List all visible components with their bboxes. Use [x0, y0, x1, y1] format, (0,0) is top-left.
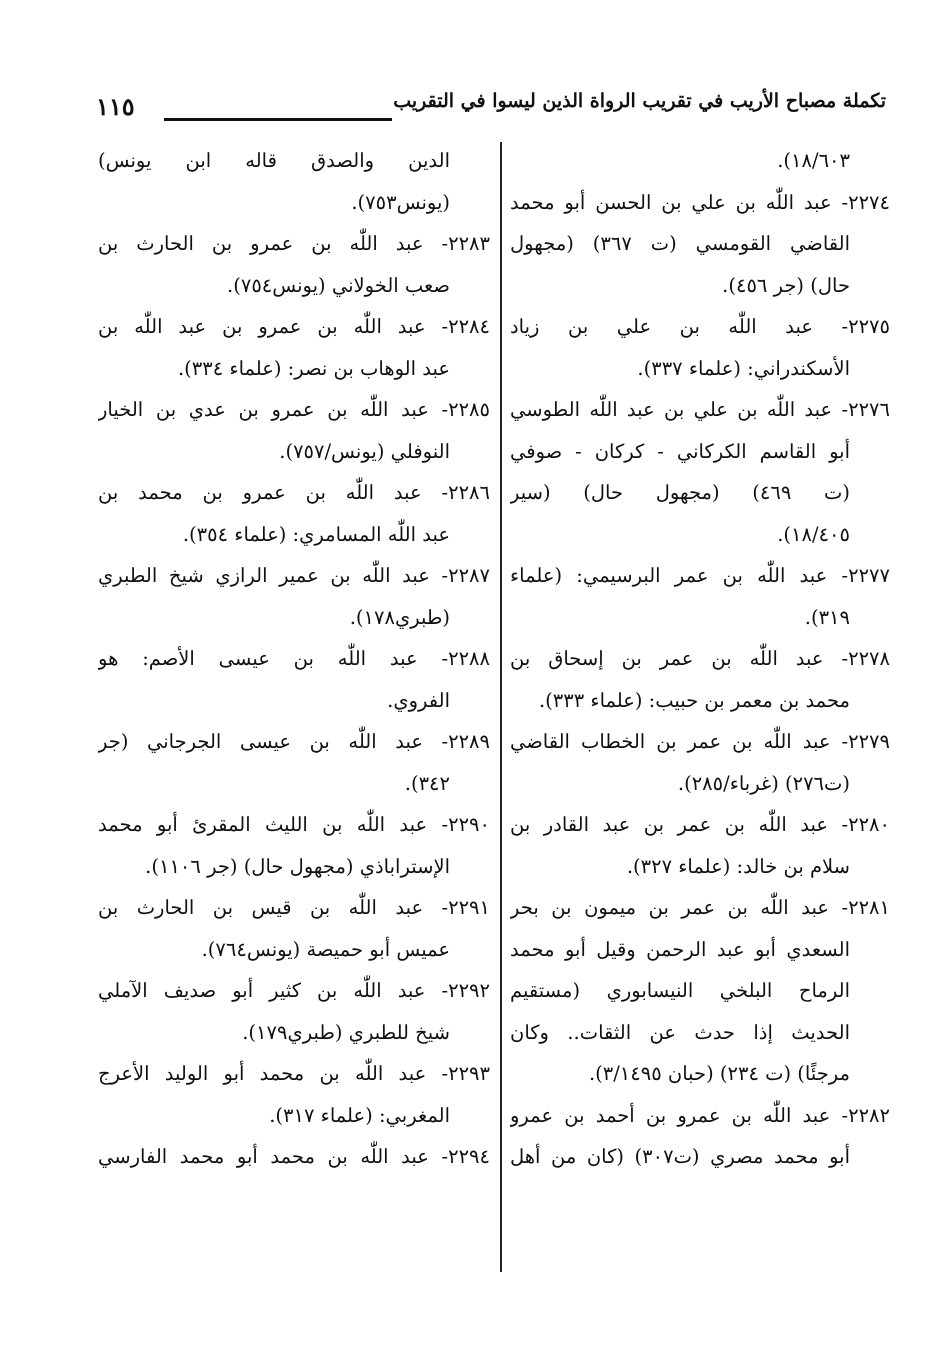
running-title: تكملة مصباح الأريب في تقريب الرواة الذين ليسوا في التقريب — [393, 90, 886, 112]
text-line: ٢٢٧٨- عبد اللّٰه بن عمر بن إسحاق بن — [510, 647, 890, 670]
text-line: صعب الخولاني (يونس٧٥٤). — [227, 273, 450, 297]
text-line: (يونس٧٥٣). — [351, 190, 450, 214]
text-line: محمد بن معمر بن حبيب: (علماء ٣٣٣). — [538, 688, 850, 712]
text-line: ٢٢٧٥- عبد اللّٰه بن علي بن زياد — [510, 315, 890, 338]
text-line: سلام بن خالد: (علماء ٣٢٧). — [626, 854, 850, 878]
text-line: المغربي: (علماء ٣١٧). — [269, 1103, 450, 1127]
text-line: ٣١٩). — [804, 605, 850, 629]
text-line: ٢٢٧٩- عبد اللّٰه بن عمر بن الخطاب القاضي — [510, 730, 890, 753]
text-line: ٢٢٩٢- عبد اللّٰه بن كثير أبو صديف الآملي — [98, 979, 490, 1002]
text-line: ٢٢٩٤- عبد اللّٰه بن محمد أبو محمد الفارسي — [98, 1145, 490, 1168]
page-number: ١١٥ — [96, 92, 135, 121]
text-line: ٣٤٢). — [404, 771, 450, 795]
text-line: الحديث إذا حدث عن الثقات.. وكان — [510, 1020, 850, 1044]
text-line: ٢٢٧٤- عبد اللّٰه بن علي بن الحسن أبو محمد — [510, 190, 890, 214]
text-line: ٢٢٨٨- عبد اللّٰه بن عيسى الأصم: هو — [98, 647, 490, 670]
text-line: عبد اللّٰه المسامري: (علماء ٣٥٤). — [182, 522, 450, 546]
text-line: الإستراباذي (مجهول حال) (جر ١١٠٦). — [145, 854, 450, 878]
text-line: مرجئًا) (ت ٢٣٤) (حبان ٣/١٤٩٥). — [588, 1062, 850, 1085]
text-line: ٢٢٨٩- عبد اللّٰه بن عيسى الجرجاني (جر — [98, 730, 490, 753]
text-line: ٢٢٨٣- عبد اللّٰه بن عمرو بن الحارث بن — [98, 232, 490, 255]
text-line: الفروي. — [387, 688, 450, 712]
left-column — [98, 140, 490, 1178]
text-line: ٢٢٩١- عبد اللّٰه بن قيس بن الحارث بن — [98, 896, 490, 919]
text-line: ٢٢٧٧- عبد اللّٰه بن عمر البرسيمي: (علماء — [510, 564, 890, 587]
text-line: ٢٢٨٧- عبد اللّٰه بن عمير الرازي شيخ الطبري — [98, 564, 490, 587]
text-line: ٢٢٩٠- عبد اللّٰه بن الليث المقرئ أبو محمد — [98, 813, 490, 836]
text-line: ٢٢٧٦- عبد اللّٰه بن علي بن عبد اللّٰه الطوسي — [510, 398, 890, 421]
text-line: ٢٢٨٢- عبد اللّٰه بن عمرو بن أحمد بن عمرو — [510, 1103, 890, 1127]
text-line: شيخ للطبري (طبري١٧٩). — [242, 1020, 450, 1044]
text-line: ٢٢٨٠- عبد اللّٰه بن عمر بن عبد القادر بن — [510, 813, 890, 836]
text-line: الرماح البلخي النيسابوري (مستقيم — [510, 979, 850, 1002]
text-line: ١٨/٦٠٣). — [777, 149, 850, 172]
text-line: الدين والصدق قاله ابن يونس) — [98, 149, 450, 172]
text-line: النوفلي (يونس/٧٥٧). — [279, 439, 450, 463]
text-line: السعدي أبو عبد الرحمن وقيل أبو محمد — [510, 937, 850, 961]
text-line: ٢٢٨٥- عبد اللّٰه بن عمرو بن عدي بن الخيار — [98, 398, 490, 421]
text-line: (ت ٤٦٩) (مجهول حال) (سير — [510, 481, 850, 504]
text-line: أبو محمد مصري (ت٣٠٧) (كان من أهل — [510, 1145, 850, 1168]
text-line: حال) (جر ٤٥٦). — [722, 273, 850, 297]
text-line: عبد الوهاب بن نصر: (علماء ٣٣٤). — [177, 356, 450, 380]
page-header — [96, 88, 886, 128]
header-rule — [164, 118, 392, 121]
text-line: (طبري١٧٨). — [349, 605, 450, 629]
text-line: ٢٢٩٣- عبد اللّٰه بن محمد أبو الوليد الأعرج — [98, 1062, 490, 1085]
text-line: القاضي القومسي (ت ٣٦٧) (مجهول — [510, 232, 850, 255]
right-column — [510, 140, 890, 1178]
column-divider — [500, 142, 502, 1272]
text-line: (ت٢٧٦) (غرباء/٢٨٥). — [677, 771, 850, 795]
text-line: ٢٢٨٤- عبد اللّٰه بن عمرو بن عبد اللّٰه بن — [98, 315, 490, 338]
text-line: ٢٢٨١- عبد اللّٰه بن عمر بن ميمون بن بحر — [510, 896, 890, 919]
text-line: الأسكندراني: (علماء ٣٣٧). — [637, 356, 850, 380]
text-line: عميس أبو حميصة (يونس٧٦٤). — [201, 937, 450, 961]
text-line: ٢٢٨٦- عبد اللّٰه بن عمرو بن محمد بن — [98, 481, 490, 504]
text-line: أبو القاسم الكركاني - كركان - صوفي — [510, 439, 850, 463]
text-line: ١٨/٤٠٥). — [777, 522, 850, 546]
